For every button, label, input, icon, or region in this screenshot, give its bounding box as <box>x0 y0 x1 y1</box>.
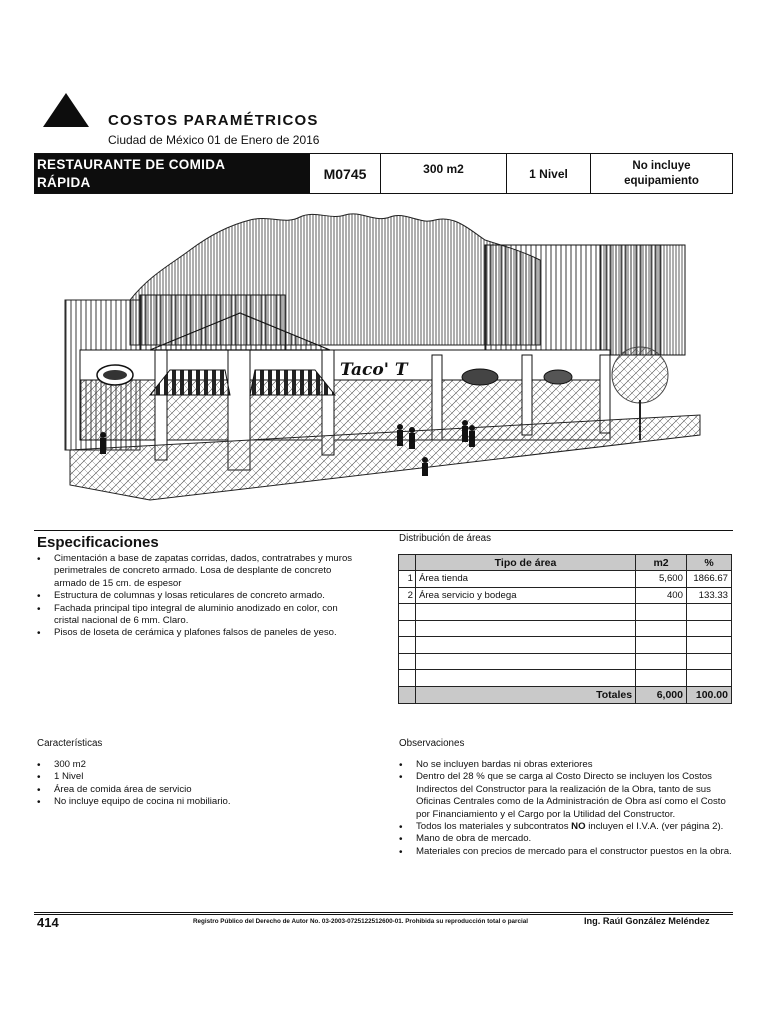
list-item: • Estructura de columnas y losas reticulares de concreto armado. <box>37 590 357 602</box>
list-item: • Materiales con precios de mercado para el constructor puestos en la obra. <box>399 846 733 858</box>
iva-text-post: incluyen el I.V.A. (ver página 2). <box>585 821 724 833</box>
table-row <box>399 637 732 654</box>
list-item: • 1 Nivel <box>37 771 357 783</box>
list-item: • Cimentación a base de zapatas corridas, dados, contratrabes y muros perimetrales de concreto armado. Losa de desplante de concreto armado de 15 cm. de espesor <box>37 553 357 590</box>
triangle-logo-icon <box>43 93 89 129</box>
row-pct <box>686 670 731 687</box>
document-title: COSTOS PARAMÉTRICOS <box>108 112 319 129</box>
characteristics-list <box>37 759 357 809</box>
table-row <box>399 620 732 637</box>
row-m2 <box>636 670 687 687</box>
row-pct: 133.33 <box>686 587 731 604</box>
row-type <box>415 620 635 637</box>
page-number: 414 <box>37 915 59 930</box>
sign-text: Taco' T <box>340 360 408 380</box>
row-pct <box>686 620 731 637</box>
row-m2 <box>636 604 687 621</box>
specifications-title: Especificaciones <box>37 534 159 551</box>
observations-list <box>399 759 733 858</box>
table-header-cell: Tipo de área <box>415 555 635 571</box>
row-type <box>415 670 635 687</box>
row-m2: 5,600 <box>636 571 687 588</box>
table-row <box>399 604 732 621</box>
list-item: • 300 m2 <box>37 759 357 771</box>
iva-text-bold: NO <box>571 821 586 833</box>
row-type: Área tienda <box>415 571 635 588</box>
project-note-line2: equipamiento <box>624 174 699 187</box>
row-m2 <box>636 620 687 637</box>
table-header-cell <box>399 555 416 571</box>
project-area: 300 m2 <box>381 154 507 193</box>
table-header-cell: m2 <box>636 555 687 571</box>
project-name-line1: RESTAURANTE DE COMIDA <box>37 157 226 172</box>
document-subtitle: Ciudad de México 01 de Enero de 2016 <box>108 133 320 147</box>
specifications-list <box>37 553 357 640</box>
section-divider <box>34 530 733 531</box>
table-header-cell: % <box>686 555 731 571</box>
project-code: M0745 <box>310 154 381 193</box>
row-pct <box>686 653 731 670</box>
totals-spacer <box>399 686 416 703</box>
list-item <box>399 821 733 833</box>
row-number <box>399 637 416 654</box>
row-pct: 1866.67 <box>686 571 731 588</box>
row-number: 2 <box>399 587 416 604</box>
row-number <box>399 620 416 637</box>
row-type: Área servicio y bodega <box>415 587 635 604</box>
list-item: • Fachada principal tipo integral de aluminio anodizado en color, con cristal nacional de 6 mm. Claro. <box>37 603 357 628</box>
totals-pct: 100.00 <box>686 686 731 703</box>
table-row <box>399 670 732 687</box>
totals-label: Totales <box>415 686 635 703</box>
project-name-line2: RÁPIDA <box>37 175 91 190</box>
table-header-row <box>399 555 732 571</box>
list-item: • Dentro del 28 % que se carga al Costo Directo se incluyen los Costos Indirectos del Constructor para la realización de la Obra, tanto de sus Oficinas Centrales como de la Administración de Obra así como el Costo por Financiamiento y el Cargo por la Utilidad del Constructor. <box>399 771 733 821</box>
characteristics-title: Características <box>37 738 103 749</box>
table-row <box>399 571 732 588</box>
footer-divider <box>34 912 733 913</box>
row-number <box>399 604 416 621</box>
list-item: • Área de comida área de servicio <box>37 784 357 796</box>
totals-row <box>399 686 732 703</box>
row-m2 <box>636 653 687 670</box>
row-m2 <box>636 637 687 654</box>
totals-m2: 6,000 <box>636 686 687 703</box>
footer-divider <box>34 914 733 915</box>
row-pct <box>686 604 731 621</box>
row-number: 1 <box>399 571 416 588</box>
distribution-title: Distribución de áreas <box>399 533 492 544</box>
author-name: Ing. Raúl González Meléndez <box>584 916 710 926</box>
iva-text-pre: Todos los materiales y subcontratos <box>416 821 572 833</box>
project-note-line1: No incluye <box>632 159 691 172</box>
distribution-table <box>398 554 732 704</box>
row-pct <box>686 637 731 654</box>
row-type <box>415 604 635 621</box>
row-number <box>399 670 416 687</box>
table-row <box>399 587 732 604</box>
list-item: • Pisos de loseta de cerámica y plafones falsos de paneles de yeso. <box>37 627 357 639</box>
observations-title: Observaciones <box>399 738 465 749</box>
row-m2: 400 <box>636 587 687 604</box>
project-name <box>35 154 310 193</box>
building-sketch <box>60 205 705 505</box>
list-item: • No se incluyen bardas ni obras exteriores <box>399 759 733 771</box>
row-type <box>415 653 635 670</box>
copyright-notice: Registro Público del Derecho de Autor No. 03-2003-0725122512600-01. Prohibida su reproducción total o parcial <box>193 918 529 925</box>
title-bar <box>34 153 733 194</box>
row-number <box>399 653 416 670</box>
list-item: • Mano de obra de mercado. <box>399 833 733 845</box>
row-type <box>415 637 635 654</box>
table-row <box>399 653 732 670</box>
list-item: • No incluye equipo de cocina ni mobiliario. <box>37 796 357 808</box>
project-levels: 1 Nivel <box>507 154 591 193</box>
project-note <box>591 154 732 193</box>
